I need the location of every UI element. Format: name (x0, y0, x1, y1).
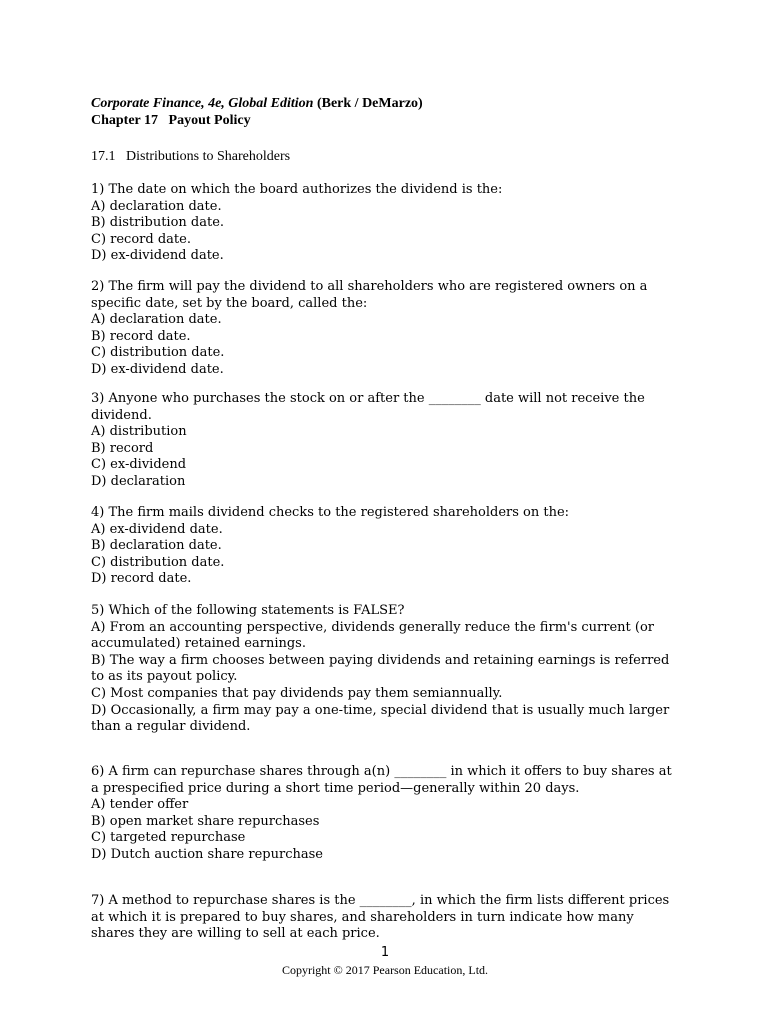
question-4 (91, 505, 681, 588)
copyright-notice: Copyright © 2017 Pearson Education, Ltd. (281, 963, 489, 977)
page-number: 1 (380, 945, 390, 960)
question-stem: 3) Anyone who purchases the stock on or after the ________ date will not receive the dividend. (91, 391, 645, 423)
question-stem: 4) The firm mails dividend checks to the registered shareholders on the: (91, 505, 570, 520)
answer-option: A) declaration date. (91, 198, 222, 214)
chapter-title: Chapter 17 Payout Policy (91, 113, 251, 128)
answer-option: B) record date. (91, 328, 191, 344)
answer-option: A) distribution (91, 424, 187, 440)
answer-option: D) declaration (91, 473, 186, 489)
question-stem: 6) A firm can repurchase shares through a(n) ________ in which it offers to buy shares at a prespecified price during a short time period—generally within 20 days. (91, 764, 672, 796)
answer-option: D) ex-dividend date. (91, 361, 224, 377)
answer-option: A) tender offer (91, 797, 189, 813)
answer-option: B) record (91, 440, 154, 456)
answer-option: C) Most companies that pay dividends pay them semiannually. (91, 685, 503, 701)
question-1 (91, 182, 681, 265)
book-authors: (Berk / DeMarzo) (313, 96, 423, 111)
question-7 (91, 893, 681, 943)
question-stem: 2) The firm will pay the dividend to all shareholders who are registered owners on a specific date, set by the board, called the: (91, 279, 648, 311)
answer-option: B) distribution date. (91, 215, 225, 231)
answer-option: C) distribution date. (91, 345, 225, 361)
question-stem: 5) Which of the following statements is FALSE? (91, 603, 405, 618)
answer-option: C) ex-dividend (91, 457, 187, 473)
answer-option: B) The way a firm chooses between paying dividends and retaining earnings is referred to as its payout policy. (91, 652, 670, 685)
answer-option: C) distribution date. (91, 554, 225, 570)
book-title: Corporate Finance, 4e, Global Edition (91, 96, 314, 111)
question-3 (91, 391, 681, 491)
answer-option: D) ex-dividend date. (91, 248, 224, 264)
answer-option: D) record date. (91, 571, 192, 587)
section-heading: 17.1 Distributions to Shareholders (91, 149, 291, 164)
answer-option: C) targeted repurchase (91, 830, 246, 846)
answer-option: A) declaration date. (91, 312, 222, 328)
question-stem: 1) The date on which the board authorizes the dividend is the: (91, 182, 503, 197)
book-header (91, 95, 423, 112)
question-2 (91, 279, 681, 379)
answer-option: D) Dutch auction share repurchase (91, 846, 323, 862)
answer-option: C) record date. (91, 231, 191, 247)
answer-option: B) declaration date. (91, 538, 222, 554)
answer-option: D) Occasionally, a firm may pay a one-time, special dividend that is usually much larger than a regular dividend. (91, 702, 670, 735)
answer-option: A) From an accounting perspective, dividends generally reduce the firm's current (or accumulated) retained earnings. (91, 619, 655, 652)
question-6 (91, 764, 681, 864)
question-5 (91, 603, 681, 736)
answer-option: B) open market share repurchases (91, 813, 320, 829)
question-stem: 7) A method to repurchase shares is the ________, in which the firm lists different prices at which it is prepared to buy shares, and shareholders in turn indicate how many shares they are willing to sell at each price. (91, 893, 670, 942)
answer-option: A) ex-dividend date. (91, 521, 223, 537)
